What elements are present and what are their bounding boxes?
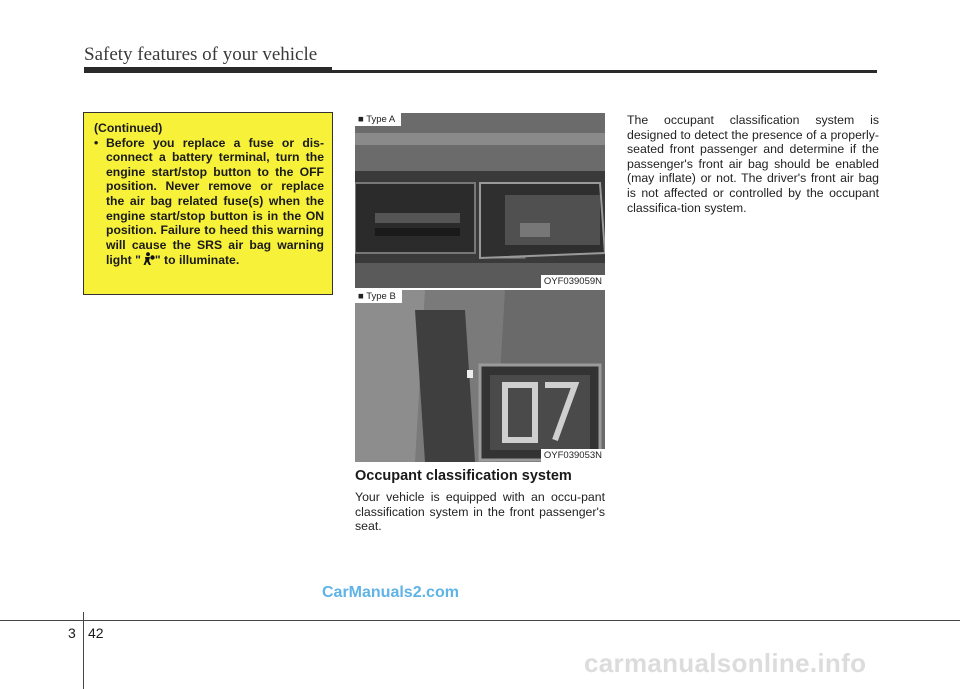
figure-type-a <box>355 113 605 288</box>
airbag-warning-icon <box>141 252 155 266</box>
section-heading: Occupant classification system <box>355 468 572 484</box>
warning-box <box>83 112 333 295</box>
footer-divider <box>83 612 84 689</box>
warning-continued: (Continued) <box>94 121 163 135</box>
dashboard-photo-a <box>355 113 605 288</box>
page-number: 42 <box>88 625 104 641</box>
warning-text-before: Before you replace a fuse or dis-connect a battery terminal, turn the engine start/stop button to the OFF position. Never remove or replace the air bag related fuse(s) when the engine start/stop button is in the ON position. Failure to heed this warning will cause the SRS air bag warning light " <box>106 135 324 268</box>
warning-bullet-row <box>94 136 324 268</box>
page-chapter: 3 <box>68 625 76 641</box>
warning-text-after: " to illuminate. <box>154 253 240 268</box>
dashboard-photo-b <box>355 290 605 462</box>
bullet-point: • <box>94 135 99 150</box>
figure-a-tag: ■ Type A <box>355 113 401 126</box>
section-description: The occupant classification system is designed to detect the presence of a properly-seated front passenger and determine if the passenger's front air bag should be enabled (may inflate) or not. The driver's front air bag is not affected or controlled by the occupant classifica-tion system. <box>627 113 879 215</box>
figure-b-code: OYF039053N <box>541 449 605 462</box>
page-header-title: Safety features of your vehicle <box>84 44 318 65</box>
figure-type-b <box>355 290 605 462</box>
watermark-bottom: carmanualsonline.info <box>584 648 867 678</box>
warning-text <box>106 136 324 268</box>
figure-a-code: OYF039059N <box>541 275 605 288</box>
header-rule <box>84 70 877 73</box>
footer-rule <box>0 620 960 621</box>
section-intro: Your vehicle is equipped with an occu-pant classification system in the front passenger's seat. <box>355 490 605 534</box>
watermark-top: CarManuals2.com <box>322 584 459 601</box>
figure-b-tag: ■ Type B <box>355 290 402 303</box>
